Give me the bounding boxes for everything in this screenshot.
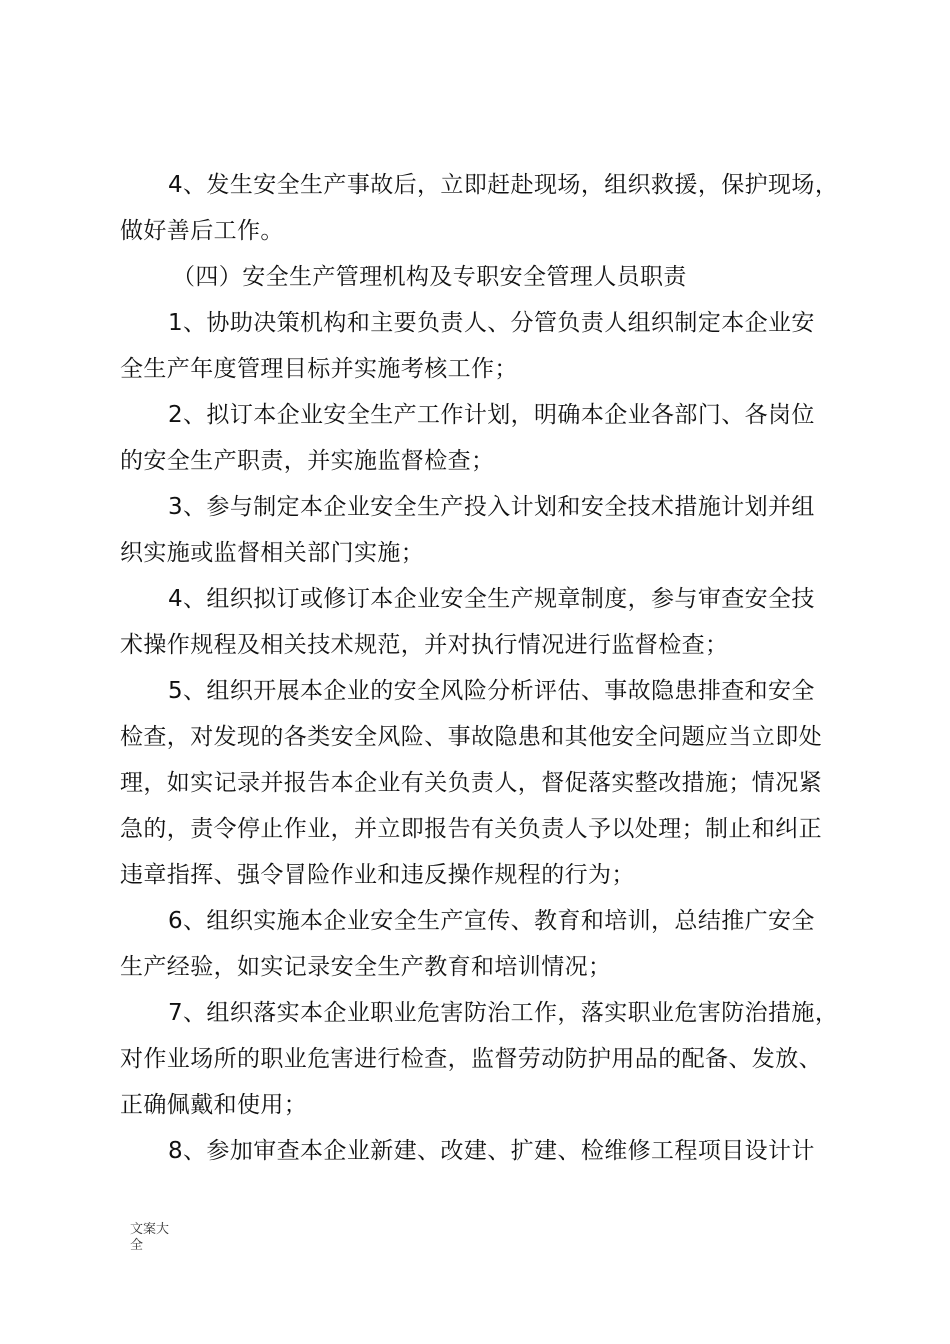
paragraph-line: 违章指挥、强令冒险作业和违反操作规程的行为； [120, 862, 635, 888]
page-footer [130, 1222, 169, 1254]
paragraph-line: 4、组织拟订或修订本企业安全生产规章制度，参与审查安全技 [168, 586, 815, 612]
paragraph-line: 6、组织实施本企业安全生产宣传、教育和培训，总结推广安全 [168, 908, 815, 934]
paragraph-line: 正确佩戴和使用； [120, 1092, 308, 1118]
section-heading: （四）安全生产管理机构及专职安全管理人员职责 [172, 264, 687, 290]
paragraph-line: 织实施或监督相关部门实施； [120, 540, 425, 566]
paragraph-line: 7、组织落实本企业职业危害防治工作，落实职业危害防治措施， [168, 1000, 839, 1026]
paragraph-line: 2、拟订本企业安全生产工作计划，明确本企业各部门、各岗位 [168, 402, 815, 428]
paragraph-line: 全生产年度管理目标并实施考核工作； [120, 356, 518, 382]
paragraph-line: 1、协助决策机构和主要负责人、分管负责人组织制定本企业安 [168, 310, 815, 336]
paragraph-line: 4、发生安全生产事故后，立即赶赴现场，组织救援，保护现场， [168, 172, 839, 198]
paragraph-line: 8、参加审查本企业新建、改建、扩建、检维修工程项目设计计 [168, 1138, 815, 1164]
footer-text-line-1: 文案大 [130, 1222, 170, 1237]
paragraph-line: 生产经验，如实记录安全生产教育和培训情况； [120, 954, 612, 980]
paragraph-line: 3、参与制定本企业安全生产投入计划和安全技术措施计划并组 [168, 494, 815, 520]
paragraph-line: 对作业场所的职业危害进行检查，监督劳动防护用品的配备、发放、 [120, 1046, 822, 1072]
paragraph-line: 5、组织开展本企业的安全风险分析评估、事故隐患排查和安全 [168, 678, 815, 704]
paragraph-line: 检查，对发现的各类安全风险、事故隐患和其他安全问题应当立即处 [120, 724, 822, 750]
paragraph-line: 理，如实记录并报告本企业有关负责人，督促落实整改措施；情况紧 [120, 770, 822, 796]
paragraph-line: 术操作规程及相关技术规范，并对执行情况进行监督检查； [120, 632, 729, 658]
paragraph-line: 做好善后工作。 [120, 218, 284, 244]
footer-text-line-2: 全 [130, 1238, 144, 1253]
paragraph-line: 急的，责令停止作业，并立即报告有关负责人予以处理；制止和纠正 [120, 816, 822, 842]
paragraph-line: 的安全生产职责，并实施监督检查； [120, 448, 495, 474]
